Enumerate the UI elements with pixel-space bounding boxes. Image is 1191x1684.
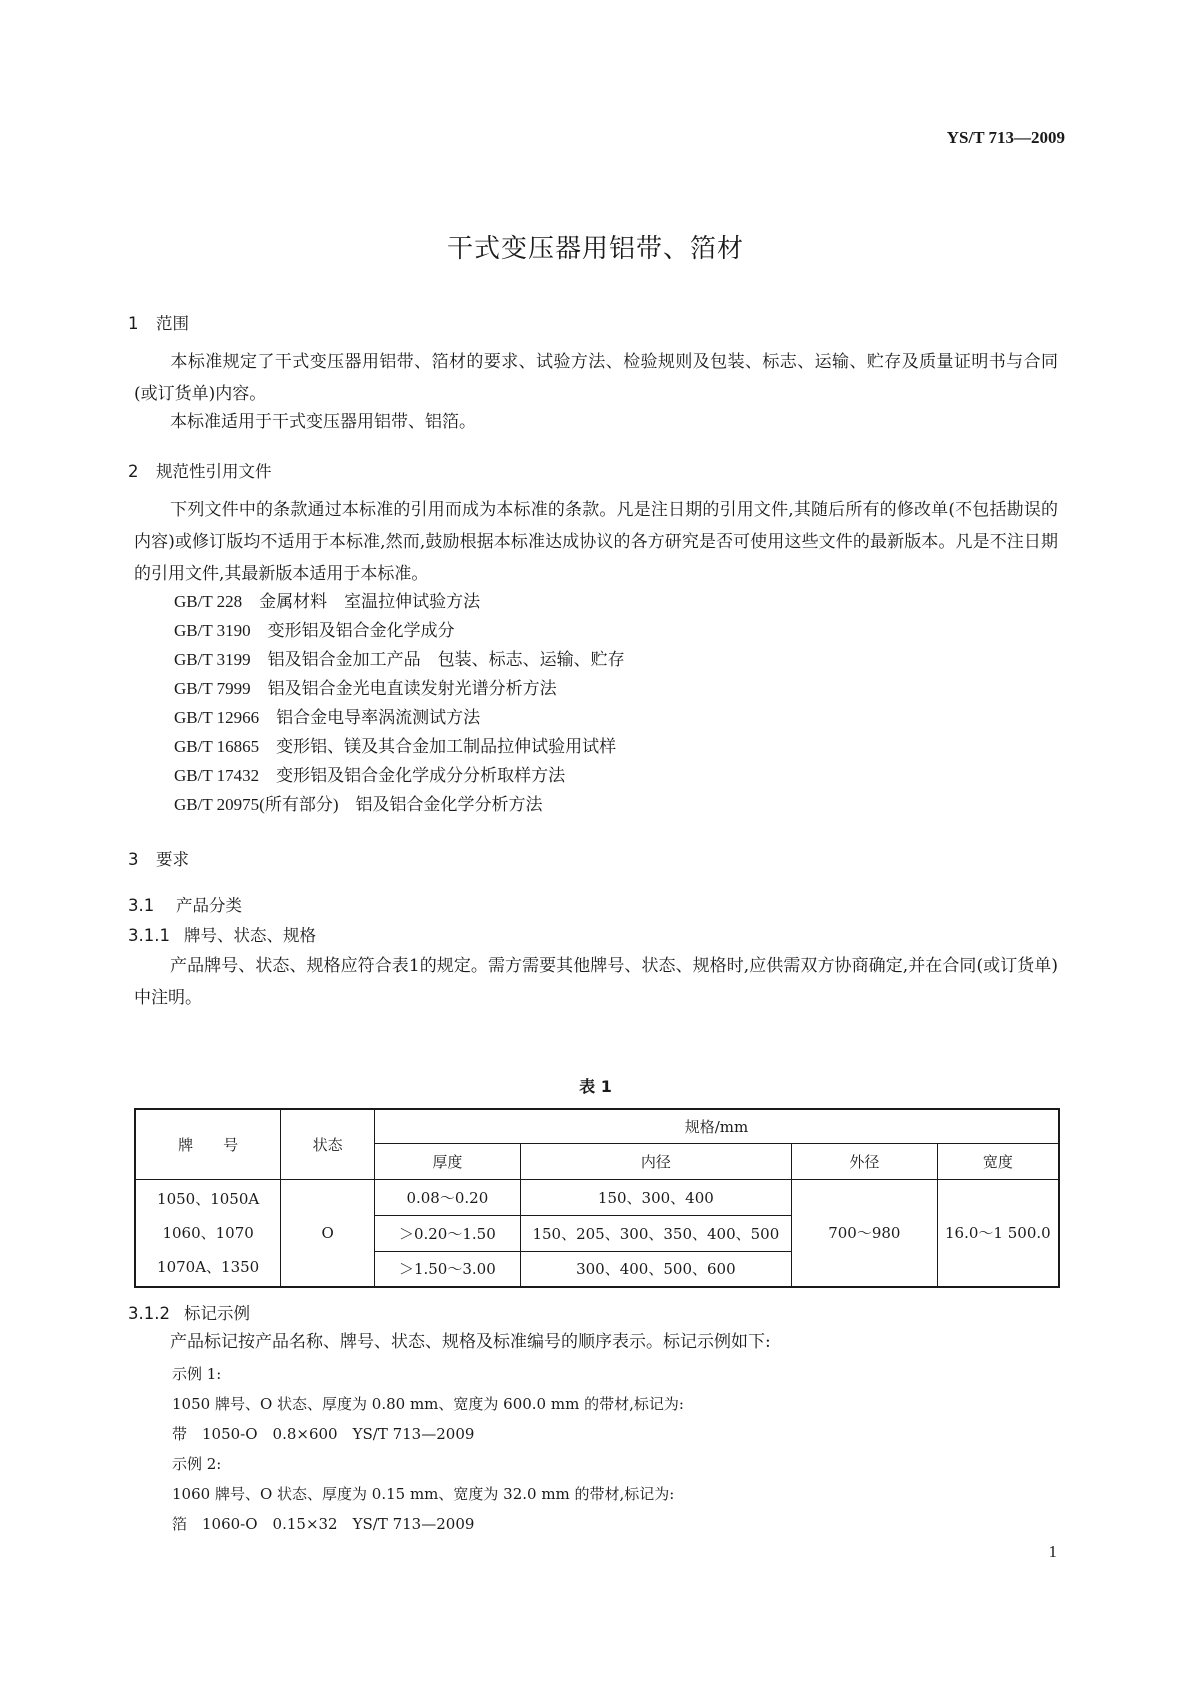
document-title: 干式变压器用铝带、箔材 (446, 234, 744, 264)
standard-code: YS/T 713—2009 (946, 128, 1065, 147)
header-outer-diameter: 外径 (792, 1143, 938, 1179)
section-title: 产品分类 (176, 896, 242, 915)
page-number: 1 (1048, 1542, 1057, 1561)
section-3-1-heading (128, 892, 242, 916)
table-caption: 表 1 (579, 1077, 612, 1096)
spec-table (134, 1108, 1060, 1288)
section-number: 3.1.2 (128, 1304, 170, 1323)
section-title: 规范性引用文件 (156, 462, 272, 481)
example-1-description: 1050 牌号、O 状态、厚度为 0.80 mm、宽度为 600.0 mm 的带材,标记为: (172, 1395, 684, 1413)
section-1-paragraph-2 (134, 406, 1058, 438)
reference-item (174, 703, 480, 728)
header-width: 宽度 (937, 1143, 1059, 1179)
section-1-paragraph-1 (134, 346, 1058, 410)
reference-code: GB/T 20975(所有部分) (174, 795, 339, 814)
header-spec: 规格/mm (375, 1109, 1059, 1143)
reference-code: GB/T 12966 (174, 708, 260, 727)
example-2-description: 1060 牌号、O 状态、厚度为 0.15 mm、宽度为 32.0 mm 的带材,标记为: (172, 1485, 675, 1503)
header-thickness: 厚度 (375, 1143, 521, 1179)
reference-title: 铝及铝合金光电直读发射光谱分析方法 (267, 679, 557, 699)
section-3-heading (128, 846, 189, 870)
width-cell: 16.0～1 500.0 (937, 1179, 1059, 1287)
reference-code: GB/T 17432 (174, 766, 260, 785)
thickness-cell: ＞1.50～3.00 (375, 1251, 521, 1287)
thickness-cell: 0.08～0.20 (375, 1179, 521, 1215)
section-number: 1 (128, 314, 139, 333)
reference-item (174, 674, 557, 699)
section-3-1-2-paragraph (134, 1326, 1058, 1358)
grade-cell (135, 1179, 281, 1287)
paragraph-text: 下列文件中的条款通过本标准的引用而成为本标准的条款。凡是注日期的引用文件,其随后所有的修改单(不包括勘误的内容)或修订版均不适用于本标准,然而,鼓励根据本标准达成协议的各方研究是否可使用这些文件的最新版本。凡是不注日期的引用文件,其最新版本适用于本标准。 (134, 500, 1058, 584)
section-1-heading (128, 310, 189, 334)
grade-line: 1070A、1350 (157, 1257, 260, 1276)
paragraph-text: 本标准规定了干式变压器用铝带、箔材的要求、试验方法、检验规则及包装、标志、运输、贮存及质量证明书与合同(或订货单)内容。 (134, 352, 1058, 404)
example-1-label: 示例 1: (172, 1365, 222, 1383)
section-title: 牌号、状态、规格 (184, 926, 316, 945)
section-title: 标记示例 (184, 1304, 250, 1323)
reference-item (174, 790, 543, 815)
section-3-1-2-heading (128, 1300, 250, 1324)
reference-item (174, 587, 480, 612)
reference-code: GB/T 7999 (174, 679, 251, 698)
reference-title: 铝合金电导率涡流测试方法 (276, 708, 481, 728)
reference-item (174, 732, 616, 757)
reference-code: GB/T 3190 (174, 621, 251, 640)
example-2-marking: 箔 1060-O 0.15×32 YS/T 713—2009 (172, 1515, 475, 1533)
section-number: 3 (128, 850, 139, 869)
section-3-1-1-paragraph (134, 950, 1058, 1014)
reference-title: 铝及铝合金化学分析方法 (355, 795, 543, 815)
paragraph-text: 产品牌号、状态、规格应符合表1的规定。需方需要其他牌号、状态、规格时,应供需双方协商确定,并在合同(或订货单)中注明。 (134, 956, 1058, 1008)
reference-code: GB/T 228 (174, 592, 243, 611)
section-number: 3.1.1 (128, 926, 170, 945)
section-number: 3.1 (128, 896, 155, 915)
paragraph-text: 产品标记按产品名称、牌号、状态、规格及标准编号的顺序表示。标记示例如下: (170, 1332, 771, 1352)
reference-title: 变形铝及铝合金化学成分 (267, 621, 455, 641)
header-grade: 牌 号 (135, 1109, 281, 1179)
reference-item (174, 761, 565, 786)
header-temper: 状态 (281, 1109, 375, 1179)
inner-diameter-cell: 300、400、500、600 (520, 1251, 791, 1287)
header-inner-diameter: 内径 (520, 1143, 791, 1179)
thickness-cell: ＞0.20～1.50 (375, 1215, 521, 1251)
reference-code: GB/T 3199 (174, 650, 251, 669)
section-3-1-1-heading (128, 922, 316, 946)
grade-line: 1050、1050A (157, 1189, 260, 1208)
section-2-paragraph-1 (134, 494, 1058, 590)
temper-cell: O (281, 1179, 375, 1287)
inner-diameter-cell: 150、300、400 (520, 1179, 791, 1215)
section-2-heading (128, 458, 272, 482)
section-number: 2 (128, 462, 139, 481)
example-1-marking: 带 1050-O 0.8×600 YS/T 713—2009 (172, 1425, 475, 1443)
inner-diameter-cell: 150、205、300、350、400、500 (520, 1215, 791, 1251)
reference-title: 铝及铝合金加工产品 包装、标志、运输、贮存 (267, 650, 625, 670)
reference-item (174, 616, 455, 641)
reference-code: GB/T 16865 (174, 737, 260, 756)
reference-item (174, 645, 625, 670)
reference-title: 变形铝及铝合金化学成分分析取样方法 (276, 766, 566, 786)
example-2-label: 示例 2: (172, 1455, 222, 1473)
grade-line: 1060、1070 (162, 1223, 254, 1242)
paragraph-text: 本标准适用于干式变压器用铝带、铝箔。 (170, 412, 476, 432)
section-title: 范围 (156, 314, 189, 333)
reference-title: 变形铝、镁及其合金加工制品拉伸试验用试样 (276, 737, 617, 757)
reference-title: 金属材料 室温拉伸试验方法 (259, 592, 481, 612)
section-title: 要求 (156, 850, 189, 869)
outer-diameter-cell: 700～980 (792, 1179, 938, 1287)
